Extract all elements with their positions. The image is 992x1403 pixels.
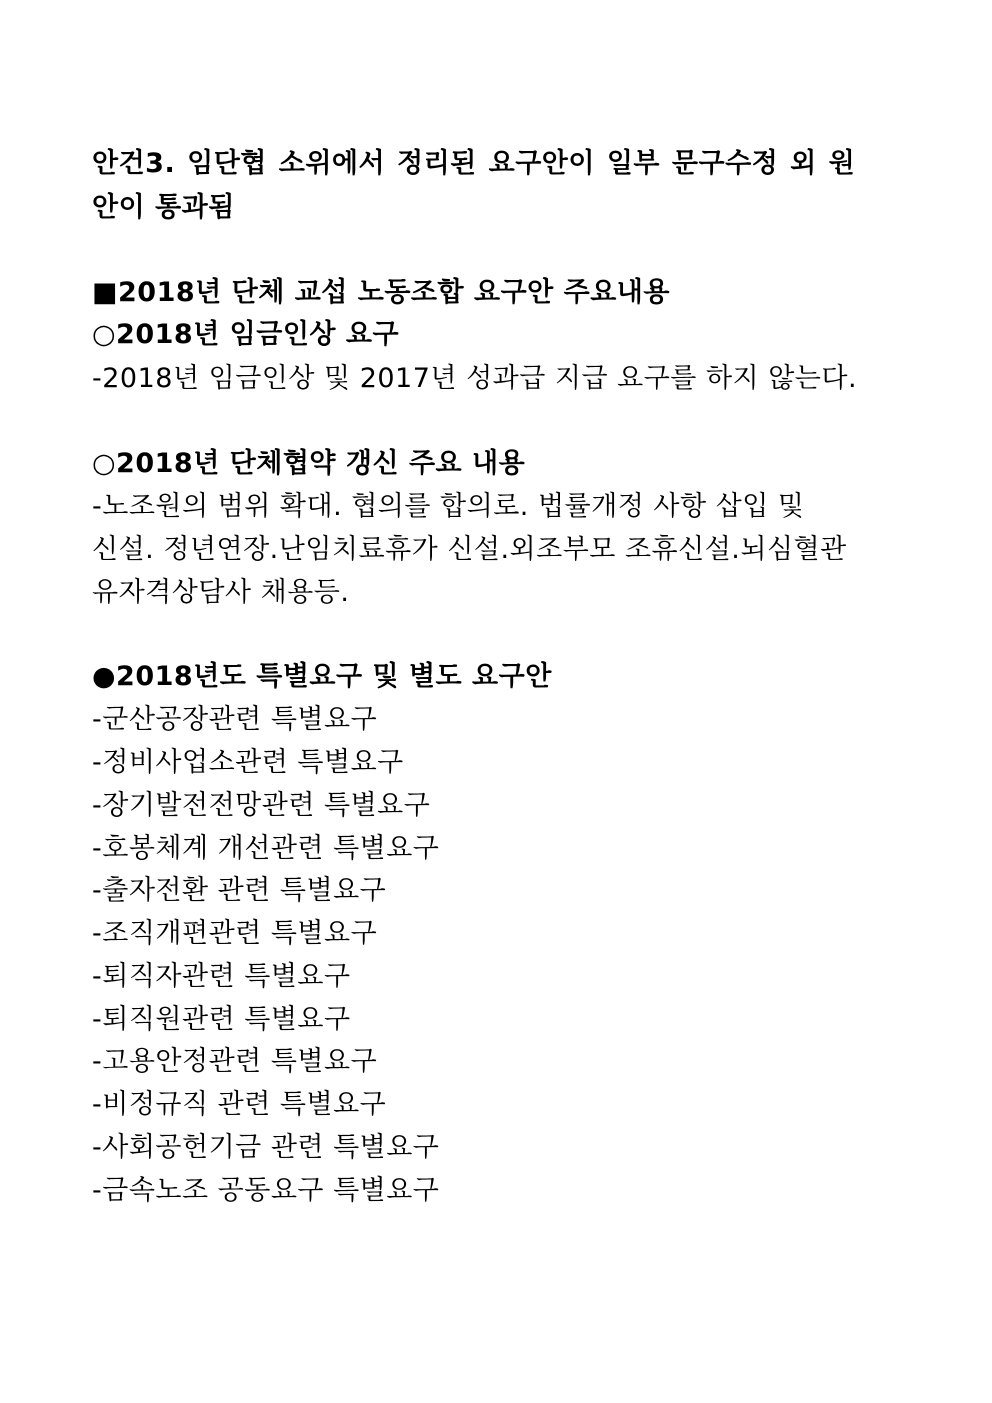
list-item: -고용안정관련 특별요구 — [92, 1046, 378, 1077]
collective-section-heading: ○2018년 단체협약 갱신 주요 내용 — [92, 448, 526, 479]
collective-section-line-3: 유자격상담사 채용등. — [92, 577, 350, 608]
agenda-title-line-2: 안이 통과됨 — [92, 192, 235, 223]
main-heading: ■2018년 단체 교섭 노동조합 요구안 주요내용 — [92, 277, 670, 308]
wage-section-body: -2018년 임금인상 및 2017년 성과급 지급 요구를 하지 않는다. — [92, 363, 858, 394]
list-item: -군산공장관련 특별요구 — [92, 704, 378, 735]
list-item: -출자전환 관련 특별요구 — [92, 875, 387, 906]
list-item: -퇴직자관련 특별요구 — [92, 961, 351, 992]
list-item: -사회공헌기금 관련 특별요구 — [92, 1132, 440, 1163]
agenda-title-line-1: 안건3. 임단협 소위에서 정리된 요구안이 일부 문구수정 외 원 — [92, 148, 856, 179]
list-item: -비정규직 관련 특별요구 — [92, 1089, 387, 1120]
list-item: -장기발전전망관련 특별요구 — [92, 790, 431, 821]
collective-section-line-2: 신설. 정년연장.난임치료휴가 신설.외조부모 조휴신설.뇌심혈관 — [92, 534, 847, 565]
list-item: -조직개편관련 특별요구 — [92, 918, 378, 949]
special-section-heading: ●2018년도 특별요구 및 별도 요구안 — [92, 661, 552, 692]
list-item: -호봉체계 개선관련 특별요구 — [92, 833, 440, 864]
collective-section-line-1: -노조원의 범위 확대. 협의를 합의로. 법률개정 사항 삽입 및 — [92, 491, 805, 522]
list-item: -금속노조 공동요구 특별요구 — [92, 1175, 440, 1206]
list-item: -퇴직원관련 특별요구 — [92, 1004, 351, 1035]
list-item: -정비사업소관련 특별요구 — [92, 747, 404, 778]
wage-section-heading: ○2018년 임금인상 요구 — [92, 319, 400, 350]
